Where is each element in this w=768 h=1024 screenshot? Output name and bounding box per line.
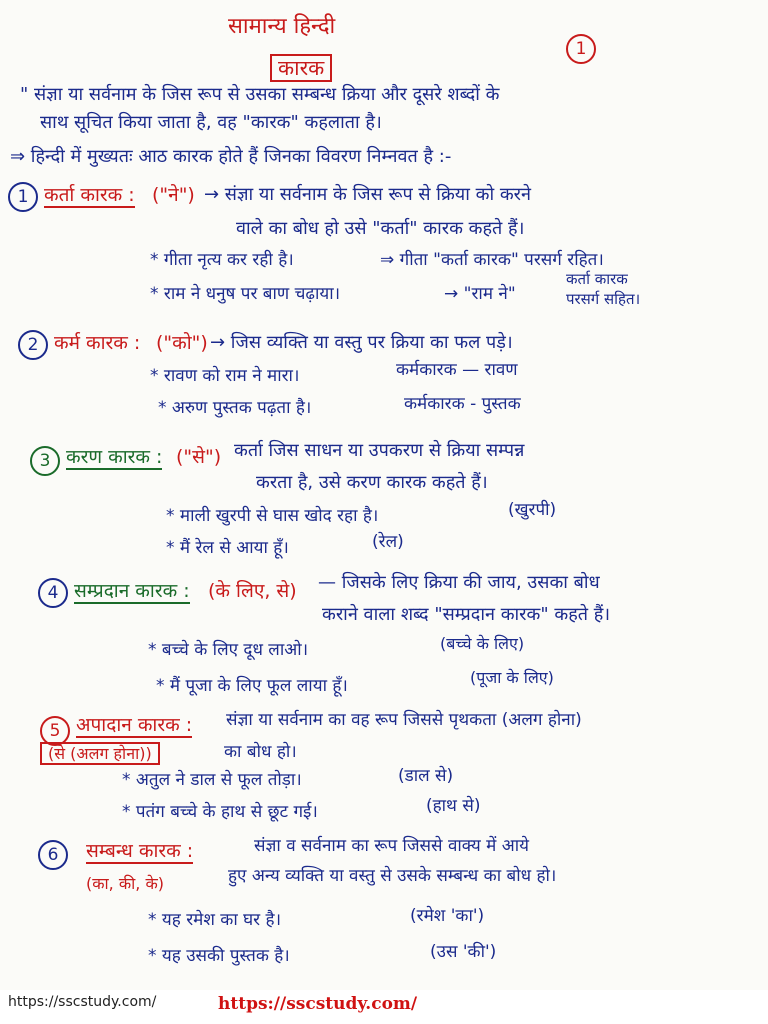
section-2-number (18, 330, 48, 360)
section-2-number-text: 2 (18, 330, 48, 360)
section-5-sign-text: (से (अलग होना)) (40, 742, 160, 765)
section-3-sign: ("से") (176, 446, 222, 468)
section-2-sign: ("को") (156, 332, 208, 354)
section-6-definition-2: हुए अन्य व्यक्ति या वस्तु से उसके सम्बन्ध का बोध हो। (228, 866, 557, 886)
section-5-example-1: * अतुल ने डाल से फूल तोड़ा। (122, 770, 302, 790)
section-5-example-1-note: (डाल से) (398, 766, 454, 786)
page-number (566, 34, 596, 64)
section-1-side-note-2: परसर्ग सहित। (566, 290, 641, 308)
intro-line-3: ⇒ हिन्दी में मुख्यतः आठ कारक होते हैं जिनका विवरण निम्नवत है :- (10, 146, 452, 167)
section-1-heading-text: कर्ता कारक : (44, 184, 135, 206)
section-1-example-1: * गीता नृत्य कर रही है। (150, 250, 294, 270)
section-1-example-1-note: ⇒ गीता "कर्ता कारक" परसर्ग रहित। (380, 250, 604, 270)
section-1-number (8, 182, 38, 212)
section-3-heading-text: करण कारक : (66, 446, 163, 468)
section-6-example-1-note: (रमेश 'का') (410, 906, 485, 926)
section-3-example-2-note: (रेल) (372, 532, 404, 552)
section-2-example-1-note: कर्मकारक — रावण (396, 360, 518, 380)
section-2-definition: → जिस व्यक्ति या वस्तु पर क्रिया का फल पड़े। (210, 332, 513, 353)
section-5-example-2: * पतंग बच्चे के हाथ से छूट गई। (122, 802, 318, 822)
section-1-side-note-1: कर्ता कारक (566, 270, 628, 288)
section-3-number-text: 3 (30, 446, 60, 476)
section-1-example-2-note: → "राम ने" (444, 284, 516, 304)
section-4-example-1: * बच्चे के लिए दूध लाओ। (148, 640, 309, 660)
section-5-number-text: 5 (40, 716, 70, 746)
section-5-heading-text: अपादान कारक : (76, 714, 193, 736)
section-4-number-text: 4 (38, 578, 68, 608)
section-4-heading-text: सम्प्रदान कारक : (74, 580, 190, 602)
section-4-example-1-note: (बच्चे के लिए) (440, 634, 525, 653)
section-2-example-2: * अरुण पुस्तक पढ़ता है। (158, 398, 312, 418)
section-4-example-2: * मैं पूजा के लिए फूल लाया हूँ। (156, 676, 348, 696)
section-4-example-2-note: (पूजा के लिए) (470, 668, 554, 687)
section-3-definition-1: कर्ता जिस साधन या उपकरण से क्रिया सम्पन्न (234, 440, 525, 461)
section-1-definition-1: → संज्ञा या सर्वनाम के जिस रूप से क्रिया को करने (204, 184, 531, 205)
section-6-sign: (का, की, के) (86, 874, 164, 893)
section-6-example-1: * यह रमेश का घर है। (148, 910, 282, 930)
section-6-example-2: * यह उसकी पुस्तक है। (148, 946, 290, 966)
intro-line-1: " संज्ञा या सर्वनाम के जिस रूप से उसका सम्बन्ध क्रिया और दूसरे शब्दों के (20, 84, 500, 105)
section-6-example-2-note: (उस 'की') (430, 942, 497, 962)
section-3-example-2: * मैं रेल से आया हूँ। (166, 538, 289, 558)
section-6-definition-1: संज्ञा व सर्वनाम का रूप जिससे वाक्य में आये (254, 836, 529, 856)
section-5-example-2-note: (हाथ से) (426, 796, 481, 816)
topic-label: कारक (270, 54, 332, 82)
section-1-definition-2: वाले का बोध हो उसे "कर्ता" कारक कहते हैं। (236, 218, 525, 239)
section-4-definition-2: कराने वाला शब्द "सम्प्रदान कारक" कहते हैं। (322, 604, 611, 625)
section-4-number (38, 578, 68, 608)
section-2-heading: कर्म कारक : (54, 332, 141, 354)
section-6-heading (86, 840, 193, 863)
section-5-heading (76, 714, 192, 737)
section-4-heading (74, 580, 190, 603)
intro-line-2: साथ सूचित किया जाता है, वह "कारक" कहलाता है। (40, 112, 382, 133)
section-6-heading-text: सम्बन्ध कारक : (86, 840, 194, 862)
section-6-number (38, 840, 68, 870)
section-5-definition-2: का बोध हो। (224, 742, 297, 762)
section-6-number-text: 6 (38, 840, 68, 870)
topic-box (270, 56, 332, 81)
section-3-number (30, 446, 60, 476)
section-5-sign (40, 744, 160, 763)
section-5-definition-1: संज्ञा या सर्वनाम का वह रूप जिससे पृथकता (अलग होना) (226, 710, 582, 730)
section-3-definition-2: करता है, उसे करण कारक कहते हैं। (256, 472, 488, 493)
section-3-example-1-note: (खुरपी) (508, 500, 557, 520)
footer-url-left[interactable]: https://sscstudy.com/ (8, 994, 157, 1010)
page-number-text: 1 (566, 34, 596, 64)
footer-url-right[interactable]: https://sscstudy.com/ (218, 994, 418, 1014)
section-1-number-text: 1 (8, 182, 38, 212)
section-1-heading (44, 184, 135, 207)
section-2-example-1: * रावण को राम ने मारा। (150, 366, 300, 386)
section-4-sign: (के लिए, से) (208, 580, 297, 602)
section-3-example-1: * माली खुरपी से घास खोद रहा है। (166, 506, 379, 526)
section-2-example-2-note: कर्मकारक - पुस्तक (404, 394, 521, 414)
section-4-definition-1: — जिसके लिए क्रिया की जाय, उसका बोध (318, 572, 600, 593)
section-3-heading (66, 446, 162, 469)
section-1-example-2: * राम ने धनुष पर बाण चढ़ाया। (150, 284, 341, 304)
section-1-sign: ("ने") (152, 184, 195, 206)
page-title: सामान्य हिन्दी (228, 14, 336, 39)
